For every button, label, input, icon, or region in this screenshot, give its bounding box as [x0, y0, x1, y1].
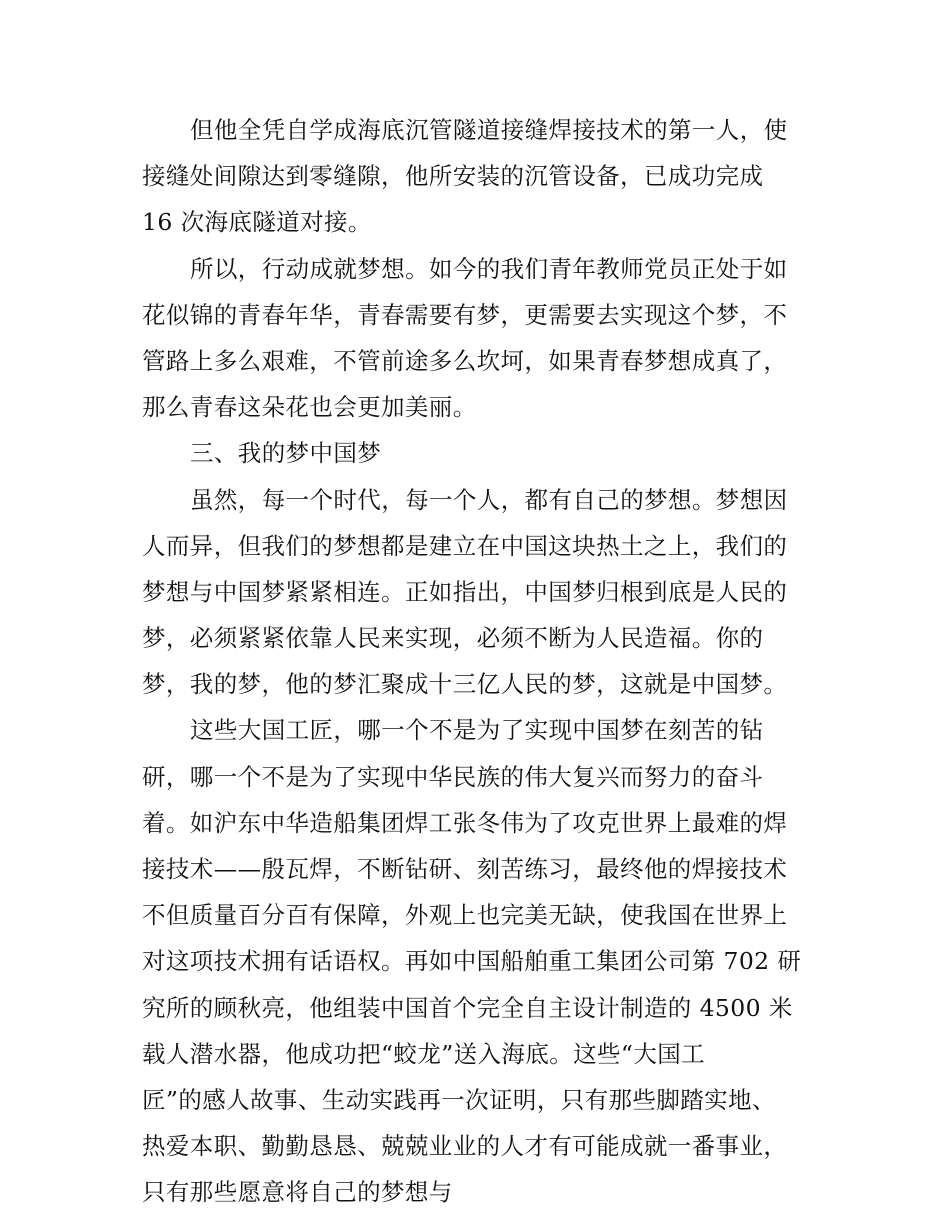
text-line: 接技术——殷瓦焊，不断钻研、刻苦练习，最终他的焊接技术 [142, 855, 788, 883]
text-line: 着。如沪东中华造船集团焊工张冬伟为了攻克世界上最难的焊 [142, 808, 788, 837]
text-line: 载人潜水器，他成功把“蛟龙”送入海底。这些“大国工 [142, 1039, 706, 1068]
text-line: 这些大国工匠，哪一个不是为了实现中国梦在刻苦的钻 [190, 716, 764, 745]
text-line: 不但质量百分百有保障，外观上也完美无缺，使我国在世界上 [142, 901, 788, 930]
text-line: 究所的顾秋亮，他组装中国首个完全自主设计制造的 4500 米 [142, 993, 793, 1022]
section-heading: 三、我的梦中国梦 [190, 439, 382, 468]
text-line: 所以，行动成就梦想。如今的我们青年教师党员正处于如 [190, 254, 788, 283]
text-line: 16 次海底隧道对接。 [142, 208, 372, 237]
text-line: 匠”的感人故事、生动实践再一次证明，只有那些脚踏实地、 [142, 1085, 776, 1114]
text-line: 虽然，每一个时代，每一个人，都有自己的梦想。梦想因 [190, 485, 788, 514]
text-line: 接缝处间隙达到零缝隙，他所安装的沉管设备，已成功完成 [142, 162, 764, 191]
text-line: 对这项技术拥有话语权。再如中国船舶重工集团公司第 702 研 [142, 947, 802, 976]
text-line: 花似锦的青春年华，青春需要有梦，更需要去实现这个梦，不 [142, 300, 788, 329]
text-line: 梦想与中国梦紧紧相连。正如指出，中国梦归根到底是人民的 [142, 577, 788, 606]
text-line: 管路上多么艰难，不管前途多么坎坷，如果青春梦想成真了， [142, 346, 788, 375]
body-text [142, 107, 822, 1216]
text-line: 那么青春这朵花也会更加美丽。 [142, 393, 477, 422]
text-line: 但他全凭自学成海底沉管隧道接缝焊接技术的第一人，使 [190, 116, 788, 144]
text-line: 人而异，但我们的梦想都是建立在中国这块热土之上，我们的 [142, 531, 788, 560]
text-line: 只有那些愿意将自己的梦想与 [142, 1178, 453, 1207]
text-line: 梦，我的梦，他的梦汇聚成十三亿人民的梦，这就是中国梦。 [142, 670, 788, 699]
text-line: 梦，必须紧紧依靠人民来实现，必须不断为人民造福。你的 [142, 624, 764, 653]
text-line: 研，哪一个不是为了实现中华民族的伟大复兴而努力的奋斗 [142, 762, 764, 791]
text-line: 热爱本职、勤勤恳恳、兢兢业业的人才有可能成就一番事业， [142, 1132, 788, 1161]
